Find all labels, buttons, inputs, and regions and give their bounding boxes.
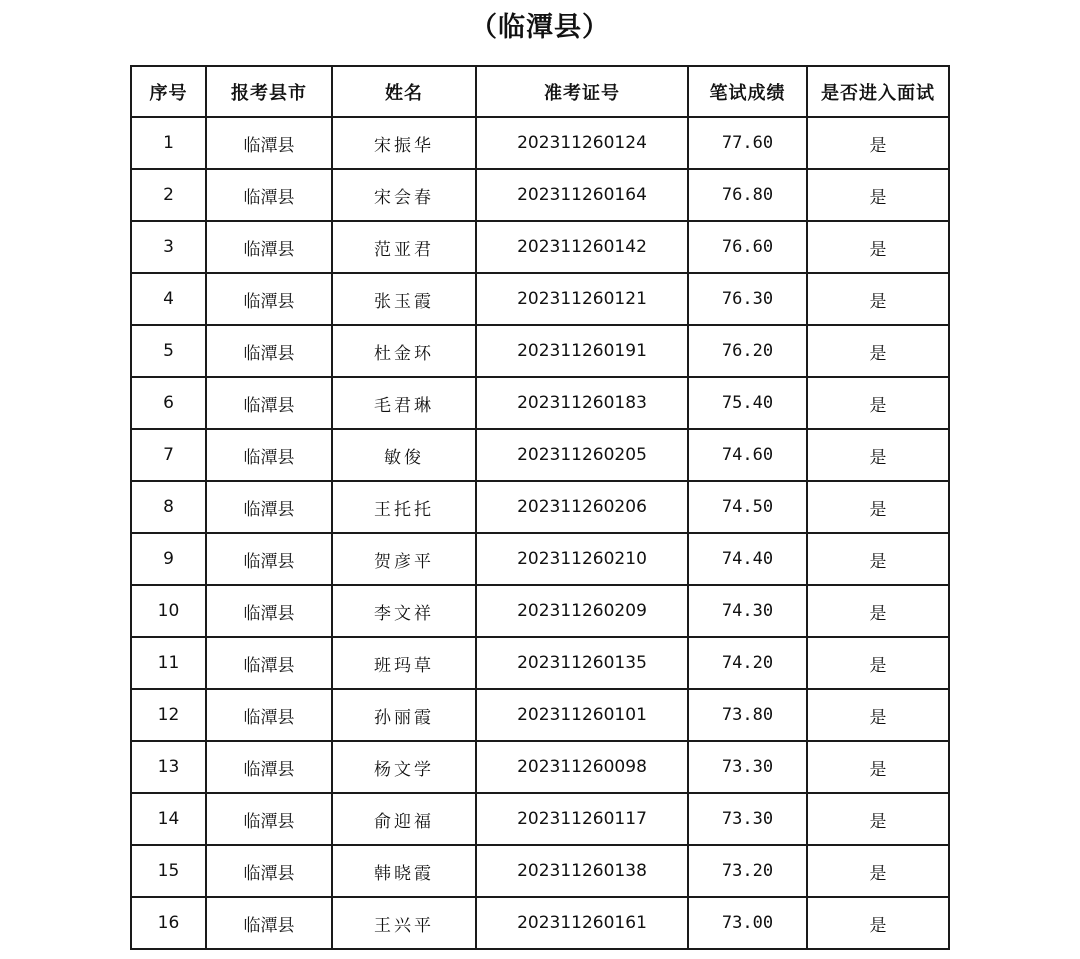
cell-interview-status: 是 <box>807 793 949 845</box>
cell-interview-status: 是 <box>807 637 949 689</box>
cell-ticket-number: 202311260142 <box>476 221 688 273</box>
cell-written-score: 73.80 <box>688 689 807 741</box>
cell-serial-number: 2 <box>131 169 206 221</box>
table-row <box>131 481 949 533</box>
cell-serial-number: 11 <box>131 637 206 689</box>
cell-ticket-number: 202311260161 <box>476 897 688 949</box>
cell-written-score: 74.50 <box>688 481 807 533</box>
cell-name: 宋振华 <box>332 117 476 169</box>
cell-written-score: 77.60 <box>688 117 807 169</box>
cell-county: 临潭县 <box>206 481 332 533</box>
cell-written-score: 76.30 <box>688 273 807 325</box>
cell-county: 临潭县 <box>206 741 332 793</box>
cell-county: 临潭县 <box>206 585 332 637</box>
header-ticket-number: 准考证号 <box>476 66 688 117</box>
cell-serial-number: 1 <box>131 117 206 169</box>
cell-serial-number: 16 <box>131 897 206 949</box>
cell-county: 临潭县 <box>206 689 332 741</box>
cell-name: 宋会春 <box>332 169 476 221</box>
cell-interview-status: 是 <box>807 741 949 793</box>
cell-written-score: 73.00 <box>688 897 807 949</box>
table-row <box>131 585 949 637</box>
table-row <box>131 429 949 481</box>
cell-written-score: 76.80 <box>688 169 807 221</box>
cell-ticket-number: 202311260164 <box>476 169 688 221</box>
cell-name: 王兴平 <box>332 897 476 949</box>
cell-ticket-number: 202311260098 <box>476 741 688 793</box>
cell-name: 李文祥 <box>332 585 476 637</box>
cell-county: 临潭县 <box>206 793 332 845</box>
cell-interview-status: 是 <box>807 377 949 429</box>
cell-interview-status: 是 <box>807 273 949 325</box>
cell-county: 临潭县 <box>206 273 332 325</box>
table-row <box>131 325 949 377</box>
cell-interview-status: 是 <box>807 481 949 533</box>
cell-written-score: 73.30 <box>688 793 807 845</box>
cell-name: 王托托 <box>332 481 476 533</box>
header-interview-status: 是否进入面试 <box>807 66 949 117</box>
cell-interview-status: 是 <box>807 689 949 741</box>
header-name: 姓名 <box>332 66 476 117</box>
cell-serial-number: 15 <box>131 845 206 897</box>
cell-ticket-number: 202311260101 <box>476 689 688 741</box>
header-serial-number: 序号 <box>131 66 206 117</box>
cell-interview-status: 是 <box>807 117 949 169</box>
cell-name: 孙丽霞 <box>332 689 476 741</box>
cell-ticket-number: 202311260121 <box>476 273 688 325</box>
page-title: （临潭县） <box>470 12 610 43</box>
score-table <box>130 65 950 950</box>
cell-interview-status: 是 <box>807 533 949 585</box>
cell-ticket-number: 202311260191 <box>476 325 688 377</box>
table-row <box>131 689 949 741</box>
cell-serial-number: 6 <box>131 377 206 429</box>
cell-written-score: 75.40 <box>688 377 807 429</box>
cell-written-score: 74.40 <box>688 533 807 585</box>
cell-county: 临潭县 <box>206 533 332 585</box>
cell-name: 贺彦平 <box>332 533 476 585</box>
cell-written-score: 73.30 <box>688 741 807 793</box>
cell-name: 杜金环 <box>332 325 476 377</box>
cell-ticket-number: 202311260117 <box>476 793 688 845</box>
cell-interview-status: 是 <box>807 221 949 273</box>
cell-ticket-number: 202311260209 <box>476 585 688 637</box>
cell-name: 敏俊 <box>332 429 476 481</box>
cell-county: 临潭县 <box>206 377 332 429</box>
cell-serial-number: 3 <box>131 221 206 273</box>
cell-county: 临潭县 <box>206 117 332 169</box>
cell-county: 临潭县 <box>206 897 332 949</box>
table-row <box>131 637 949 689</box>
table-row <box>131 221 949 273</box>
cell-name: 范亚君 <box>332 221 476 273</box>
cell-written-score: 76.60 <box>688 221 807 273</box>
cell-written-score: 73.20 <box>688 845 807 897</box>
table-header-row <box>131 66 949 117</box>
cell-ticket-number: 202311260138 <box>476 845 688 897</box>
cell-ticket-number: 202311260124 <box>476 117 688 169</box>
header-written-score: 笔试成绩 <box>688 66 807 117</box>
table-row <box>131 897 949 949</box>
table-row <box>131 117 949 169</box>
cell-ticket-number: 202311260135 <box>476 637 688 689</box>
cell-interview-status: 是 <box>807 897 949 949</box>
cell-written-score: 74.60 <box>688 429 807 481</box>
cell-written-score: 76.20 <box>688 325 807 377</box>
cell-county: 临潭县 <box>206 221 332 273</box>
table-body <box>131 117 949 949</box>
cell-ticket-number: 202311260183 <box>476 377 688 429</box>
cell-name: 张玉霞 <box>332 273 476 325</box>
cell-name: 毛君琳 <box>332 377 476 429</box>
cell-serial-number: 10 <box>131 585 206 637</box>
cell-ticket-number: 202311260210 <box>476 533 688 585</box>
table-row <box>131 169 949 221</box>
cell-name: 杨文学 <box>332 741 476 793</box>
cell-serial-number: 13 <box>131 741 206 793</box>
cell-serial-number: 12 <box>131 689 206 741</box>
cell-written-score: 74.20 <box>688 637 807 689</box>
cell-serial-number: 4 <box>131 273 206 325</box>
cell-interview-status: 是 <box>807 325 949 377</box>
table-row <box>131 273 949 325</box>
cell-county: 临潭县 <box>206 429 332 481</box>
cell-serial-number: 9 <box>131 533 206 585</box>
cell-county: 临潭县 <box>206 637 332 689</box>
cell-county: 临潭县 <box>206 169 332 221</box>
table-row <box>131 793 949 845</box>
header-county: 报考县市 <box>206 66 332 117</box>
table-row <box>131 377 949 429</box>
cell-county: 临潭县 <box>206 845 332 897</box>
cell-interview-status: 是 <box>807 429 949 481</box>
cell-serial-number: 7 <box>131 429 206 481</box>
cell-county: 临潭县 <box>206 325 332 377</box>
cell-interview-status: 是 <box>807 169 949 221</box>
cell-name: 俞迎福 <box>332 793 476 845</box>
table-row <box>131 533 949 585</box>
cell-interview-status: 是 <box>807 585 949 637</box>
cell-ticket-number: 202311260205 <box>476 429 688 481</box>
cell-name: 班玛草 <box>332 637 476 689</box>
cell-ticket-number: 202311260206 <box>476 481 688 533</box>
cell-serial-number: 5 <box>131 325 206 377</box>
cell-written-score: 74.30 <box>688 585 807 637</box>
cell-serial-number: 8 <box>131 481 206 533</box>
table-row <box>131 741 949 793</box>
cell-serial-number: 14 <box>131 793 206 845</box>
cell-name: 韩晓霞 <box>332 845 476 897</box>
table-row <box>131 845 949 897</box>
cell-interview-status: 是 <box>807 845 949 897</box>
